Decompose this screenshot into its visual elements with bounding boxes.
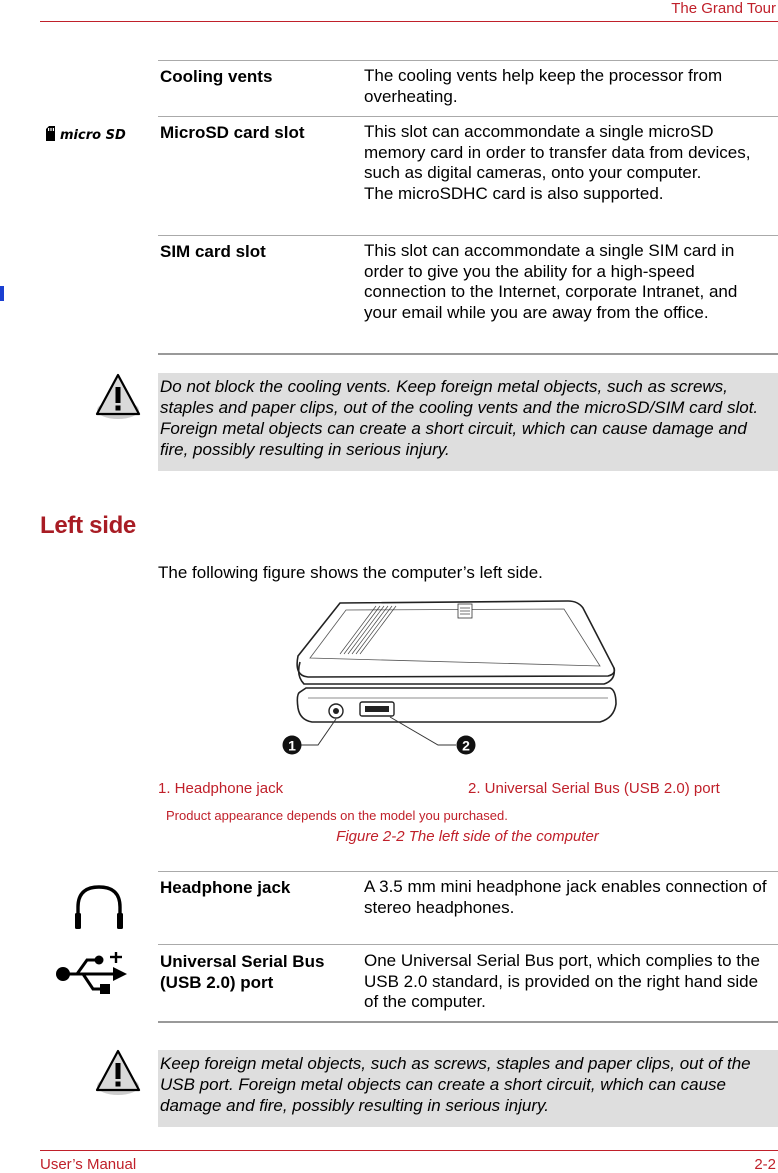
table-rule — [158, 235, 778, 236]
intro-paragraph: The following figure shows the computer’s left side. — [158, 563, 543, 582]
laptop-left-side-illustration — [278, 598, 623, 768]
page-number: 2-2 — [754, 1156, 776, 1173]
term-microsd: MicroSD card slot — [160, 123, 305, 142]
term-usb: Universal Serial Bus (USB 2.0) port — [160, 952, 325, 992]
term-sim: SIM card slot — [160, 242, 266, 261]
warning-box: Keep foreign metal objects, such as screws, staples and paper clips, out of the USB port. Foreign metal objects can create a short circuit, which can cause damage and fire, possibly resulting in serious injury. — [158, 1050, 778, 1127]
table-rule — [158, 1021, 778, 1023]
figure-label-1: 1. Headphone jack — [158, 780, 284, 797]
callout-1: 1 — [288, 737, 296, 754]
term-cooling-vents: Cooling vents — [160, 67, 273, 86]
table-rule — [158, 353, 778, 355]
term-headphone: Headphone jack — [160, 878, 291, 897]
desc-usb: One Universal Serial Bus port, which complies to the USB 2.0 standard, is provided on the right hand side of the computer. — [364, 951, 760, 1012]
desc-headphone: A 3.5 mm mini headphone jack enables connection of stereo headphones. — [364, 877, 767, 917]
microsd-logo-icon — [44, 125, 132, 143]
section-heading: Left side — [40, 512, 136, 539]
change-bar — [0, 286, 4, 301]
footer-rule — [40, 1150, 778, 1151]
footer-manual-title: User’s Manual — [40, 1156, 137, 1173]
table-rule — [158, 871, 778, 872]
desc-microsd: This slot can accommondate a single microSD memory card in order to transfer data from devices, such as digital cameras, onto your computer. The microSDHC card is also supported. — [364, 122, 751, 203]
desc-sim: This slot can accommondate a single SIM card in order to give you the ability for a high-speed connection to the Internet, corporate Intranet, and your email while you are away from the office. — [364, 241, 738, 322]
figure-note: Product appearance depends on the model you purchased. — [166, 808, 508, 823]
warning-box: Do not block the cooling vents. Keep foreign metal objects, such as screws, staples and paper clips, out of the cooling vents and the microSD/SIM card slot. Foreign metal objects can create a short circuit, which can cause damage and fire, possibly resulting in serious injury. — [158, 373, 778, 471]
callout-2: 2 — [462, 737, 470, 754]
headphone-icon — [73, 883, 125, 936]
microsd-logo-text: micro SD — [60, 128, 126, 143]
table-rule — [158, 116, 778, 117]
desc-cooling-vents: The cooling vents help keep the processor from overheating. — [364, 66, 723, 106]
caution-icon — [95, 1048, 141, 1103]
figure-label-2: 2. Universal Serial Bus (USB 2.0) port — [468, 780, 720, 797]
running-header: The Grand Tour — [671, 0, 776, 17]
table-rule — [158, 60, 778, 61]
header-rule — [40, 21, 778, 22]
caution-icon — [95, 372, 141, 427]
figure-caption: Figure 2-2 The left side of the computer — [336, 828, 599, 845]
table-rule — [158, 944, 778, 945]
usb-icon — [53, 952, 128, 1003]
